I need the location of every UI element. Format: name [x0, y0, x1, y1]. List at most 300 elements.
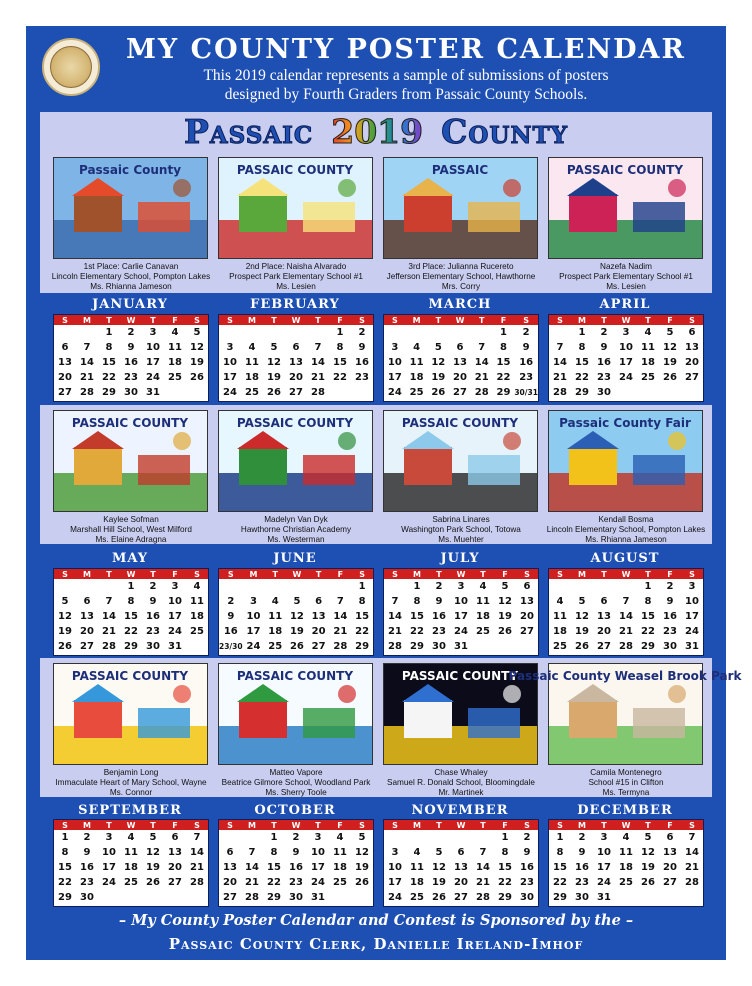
day-cell — [406, 830, 428, 845]
day-cell: 12 — [575, 611, 589, 622]
day-cell: 2 — [522, 327, 530, 338]
day-cell: 1 — [644, 581, 652, 592]
day-cell: 10 — [168, 596, 182, 607]
day-cell: 18 — [190, 611, 204, 622]
day-cell: 7 — [336, 596, 344, 607]
day-cell: 2 — [358, 327, 366, 338]
artist-school: Jefferson Elementary School, Hawthorne — [386, 272, 536, 281]
day-cell: 14 — [388, 611, 402, 622]
day-cell: 21 — [553, 372, 567, 383]
artist-teacher: Ms. Muehter — [438, 535, 484, 544]
day-cell: 15 — [102, 357, 116, 368]
day-cell: 22 — [124, 626, 138, 637]
weekday-label: T — [307, 820, 329, 830]
day-cell — [427, 325, 449, 340]
day-cell: 18 — [619, 862, 633, 873]
day-cell: 4 — [413, 342, 421, 353]
day-cell — [76, 325, 98, 340]
day-cell: 7 — [391, 596, 399, 607]
day-cell: 5 — [578, 596, 586, 607]
month-name: NOVEMBER — [411, 803, 509, 818]
day-cell: 28 — [619, 641, 633, 652]
month-calendar-11 — [383, 819, 539, 907]
day-cell: 10 — [311, 847, 325, 858]
day-cell: 3 — [226, 342, 234, 353]
day-cell: 29 — [58, 892, 72, 903]
day-cell: 6 — [83, 596, 91, 607]
weekday-label: F — [329, 315, 351, 325]
weekday-label: M — [571, 569, 593, 579]
day-cell — [637, 890, 659, 905]
day-cell: 30 — [146, 641, 160, 652]
weekday-label: T — [142, 820, 164, 830]
day-cell: 3 — [391, 342, 399, 353]
day-cell: 5 — [293, 596, 301, 607]
day-cell: 18 — [409, 372, 424, 383]
poster-caption-12 — [541, 768, 711, 798]
weekday-label: T — [471, 315, 493, 325]
day-cell: 2 — [600, 327, 608, 338]
poster-artwork-12 — [508, 663, 742, 765]
day-cell: 29 — [355, 641, 370, 652]
day-cell: 8 — [556, 847, 564, 858]
day-cell: 6 — [666, 832, 674, 843]
day-cell: 26 — [498, 626, 512, 637]
weekday-label: M — [241, 820, 263, 830]
day-cell: 27 — [80, 641, 94, 652]
day-cell: 1 — [336, 327, 344, 338]
day-cell: 17 — [311, 862, 325, 873]
day-cell: 5 — [358, 832, 366, 843]
day-cell: 25 — [268, 641, 283, 652]
day-cell: 18 — [245, 372, 259, 383]
poster — [26, 26, 742, 960]
weekday-label: W — [615, 315, 637, 325]
weekday-label: M — [76, 569, 98, 579]
artist-teacher: Ms. Westerman — [267, 535, 325, 544]
day-cell: 1 — [127, 581, 135, 592]
day-cell: 1 — [358, 581, 366, 592]
day-cell: 30 — [432, 641, 446, 652]
weekday-label: S — [54, 820, 76, 830]
day-cell — [351, 385, 373, 400]
day-cell: 6 — [456, 342, 464, 353]
artist-teacher: Mrs. Corry — [441, 282, 481, 291]
subtitle-line-2: designed by Fourth Graders from Passaic County Schools. — [224, 86, 588, 103]
day-cell: 29 — [498, 892, 512, 903]
sponsor-line: – My County Poster Calendar and Contest is Sponsored by the – — [118, 912, 634, 929]
weekday-label: S — [351, 820, 373, 830]
day-cell: 24 — [454, 626, 468, 637]
day-cell: 4 — [127, 832, 135, 843]
day-cell: 26 — [641, 877, 655, 888]
month-calendar-5 — [53, 568, 209, 656]
day-cell — [615, 385, 637, 400]
day-cell: 23 — [124, 372, 138, 383]
day-cell: 20 — [58, 372, 72, 383]
day-cell: 10 — [102, 847, 116, 858]
banner-year: 2019 — [331, 112, 424, 151]
day-cell: 27 — [223, 892, 237, 903]
day-cell: 28 — [476, 892, 490, 903]
day-cell: 31 — [597, 892, 611, 903]
day-cell: 27 — [168, 877, 182, 888]
day-cell: 13 — [311, 611, 326, 622]
day-cell: 4 — [413, 847, 421, 858]
day-cell — [186, 385, 208, 400]
day-cell: 18 — [124, 862, 138, 873]
weekday-label: F — [493, 315, 515, 325]
day-cell: 29 — [410, 641, 424, 652]
artist-name: Madelyn Van Dyk — [264, 515, 328, 524]
day-cell: 14 — [245, 862, 259, 873]
day-cell: 21 — [476, 877, 490, 888]
weekday-label: W — [449, 315, 471, 325]
day-cell: 14 — [685, 847, 699, 858]
day-cell: 26 — [663, 372, 677, 383]
day-cell: 23 — [597, 372, 611, 383]
poster-caption-1 — [46, 262, 216, 292]
day-cell — [186, 890, 208, 905]
day-cell: 7 — [622, 596, 630, 607]
day-cell: 18 — [268, 626, 283, 637]
day-cell — [681, 385, 703, 400]
day-cell — [98, 579, 120, 594]
day-cell: 20 — [597, 626, 611, 637]
month-name: AUGUST — [590, 551, 660, 566]
day-cell: 1 — [105, 327, 113, 338]
day-cell: 25 — [409, 387, 424, 398]
month-calendar-2 — [218, 314, 374, 402]
day-cell: 13 — [454, 862, 468, 873]
day-cell: 30 — [663, 641, 677, 652]
day-cell — [450, 830, 472, 845]
day-cell: 4 — [622, 832, 630, 843]
day-cell: 8 — [578, 342, 586, 353]
weekday-label: T — [637, 315, 659, 325]
day-cell: 6 — [315, 596, 323, 607]
day-cell: 25 — [410, 892, 424, 903]
day-cell: 2 — [523, 832, 531, 843]
day-cell: 19 — [190, 357, 204, 368]
day-cell: 30 — [575, 892, 589, 903]
weekday-label: S — [384, 315, 406, 325]
day-cell: 23 — [355, 372, 369, 383]
day-cell: 30 — [124, 387, 138, 398]
day-cell: 3 — [314, 832, 322, 843]
day-cell — [330, 579, 352, 594]
month-calendar-7 — [383, 568, 539, 656]
day-cell: 6 — [171, 832, 179, 843]
artist-school: Marshall Hill School, West Milford — [70, 525, 192, 534]
weekday-label: S — [516, 569, 538, 579]
weekday-label: W — [615, 569, 637, 579]
month-name: JULY — [440, 551, 480, 566]
day-cell: 1 — [413, 581, 421, 592]
weekday-label: T — [98, 315, 120, 325]
banner-word-passaic: Passaic — [183, 112, 314, 151]
artwork-text: PASSAIC — [431, 163, 489, 177]
day-cell: 28 — [685, 877, 699, 888]
day-cell: 3 — [622, 327, 630, 338]
day-cell: 2 — [127, 327, 135, 338]
artist-name: Kaylee Sofman — [103, 515, 159, 524]
day-cell: 13 — [168, 847, 182, 858]
day-cell: 12 — [267, 357, 281, 368]
poster-caption-5 — [46, 515, 216, 545]
weekday-label: T — [593, 315, 615, 325]
day-cell: 11 — [476, 596, 490, 607]
day-cell: 29 — [553, 892, 567, 903]
weekday-label: W — [285, 315, 307, 325]
day-cell: 15 — [58, 862, 72, 873]
month-calendar-3 — [383, 314, 539, 402]
artwork-text: Passaic County Weasel Brook Park — [508, 669, 742, 683]
day-cell — [164, 385, 186, 400]
day-cell: 12 — [663, 342, 677, 353]
poster-caption-2 — [211, 262, 381, 292]
day-cell: 11 — [168, 342, 182, 353]
day-cell: 16 — [432, 611, 446, 622]
day-cell: 31 — [685, 641, 699, 652]
day-cell: 2 — [292, 832, 300, 843]
day-cell: 9 — [149, 596, 157, 607]
day-cell: 3 — [688, 581, 696, 592]
day-cell: 3 — [600, 832, 608, 843]
day-cell: 9 — [435, 596, 443, 607]
artwork-text: PASSAIC COUNTY — [236, 416, 354, 430]
month-name: FEBRUARY — [250, 297, 340, 312]
day-cell — [384, 325, 406, 340]
day-cell: 23 — [663, 626, 677, 637]
day-cell: 30 — [520, 892, 534, 903]
day-cell: 6 — [292, 342, 300, 353]
day-cell: 3 — [391, 847, 399, 858]
weekday-label: S — [384, 820, 406, 830]
day-cell: 16 — [520, 862, 534, 873]
day-cell: 4 — [644, 327, 652, 338]
day-cell: 12 — [58, 611, 72, 622]
day-cell: 1 — [578, 327, 586, 338]
day-cell: 4 — [336, 832, 344, 843]
day-cell: 24 — [685, 626, 699, 637]
day-cell: 10 — [223, 357, 237, 368]
day-cell: 25 — [641, 372, 655, 383]
poster-title: MY COUNTY POSTER CALENDAR — [126, 34, 686, 65]
poster-caption-7 — [376, 515, 546, 545]
day-cell — [472, 830, 494, 845]
day-cell: 24 — [146, 372, 160, 383]
day-cell: 27 — [597, 641, 611, 652]
day-cell: 25 — [190, 626, 204, 637]
day-cell — [681, 890, 703, 905]
day-cell — [637, 385, 659, 400]
day-cell — [329, 890, 351, 905]
artist-name: 1st Place: Carlie Canavan — [83, 262, 179, 271]
weekday-label: T — [428, 820, 450, 830]
weekday-label: T — [637, 820, 659, 830]
day-cell: 21 — [388, 626, 402, 637]
day-cell: 11 — [641, 342, 655, 353]
artist-name: 3rd Place: Julianna Rucereto — [408, 262, 514, 271]
day-cell: 10 — [454, 596, 468, 607]
weekday-label: S — [351, 569, 373, 579]
day-cell: 26 — [575, 641, 589, 652]
artist-name: Kendall Bosma — [598, 515, 654, 524]
day-cell: 7 — [478, 342, 486, 353]
day-cell: 9 — [292, 847, 300, 858]
month-name: MAY — [111, 551, 149, 566]
weekday-label: W — [120, 569, 142, 579]
day-cell: 13 — [597, 611, 611, 622]
day-cell: 14 — [333, 611, 348, 622]
weekday-label: F — [659, 315, 681, 325]
poster-caption-8 — [541, 515, 711, 545]
artist-school: Prospect Park Elementary School #1 — [229, 272, 363, 281]
day-cell: 18 — [410, 877, 424, 888]
weekday-label: T — [98, 820, 120, 830]
month-calendar-4 — [548, 314, 704, 402]
artist-teacher: Ms. Connor — [109, 788, 153, 797]
day-cell: 31 — [311, 892, 325, 903]
day-cell — [219, 325, 241, 340]
month-calendar-8 — [548, 568, 704, 656]
day-cell: 19 — [355, 862, 369, 873]
day-cell: 28 — [190, 877, 204, 888]
day-cell: 4 — [556, 596, 564, 607]
artist-name: Sabrina Linares — [432, 515, 490, 524]
artist-teacher: Ms. Termyna — [602, 788, 650, 797]
weekday-label: T — [427, 315, 449, 325]
day-cell: 11 — [409, 357, 424, 368]
poster-subtitle — [96, 66, 716, 104]
day-cell: 1 — [499, 327, 507, 338]
month-name: APRIL — [599, 297, 651, 312]
artist-school: Immaculate Heart of Mary School, Wayne — [55, 778, 207, 787]
day-cell: 31 — [454, 641, 468, 652]
day-cell: 28 — [388, 641, 402, 652]
weekday-label: F — [164, 315, 186, 325]
artwork-text: PASSAIC COUNTY — [236, 669, 354, 683]
day-cell: 14 — [476, 862, 490, 873]
day-cell: 13 — [685, 342, 699, 353]
day-cell: 8 — [270, 847, 278, 858]
artwork-text: PASSAIC COUNTY — [566, 163, 684, 177]
day-cell: 7 — [83, 342, 91, 353]
day-cell: 29 — [575, 387, 589, 398]
day-cell: 17 — [685, 611, 699, 622]
day-cell: 18 — [476, 611, 490, 622]
day-cell: 11 — [268, 611, 283, 622]
day-cell: 29 — [641, 641, 655, 652]
poster-caption-6 — [211, 515, 381, 545]
day-cell: 27 — [311, 641, 326, 652]
day-cell: 7 — [479, 847, 487, 858]
day-cell: 27 — [289, 387, 303, 398]
day-cell: 22 — [58, 877, 72, 888]
day-cell: 16 — [124, 357, 138, 368]
day-cell: 7 — [688, 832, 696, 843]
day-cell: 22 — [496, 372, 511, 383]
day-cell: 7 — [193, 832, 201, 843]
day-cell — [659, 890, 681, 905]
day-cell: 8 — [501, 847, 509, 858]
month-name: JUNE — [273, 551, 317, 566]
weekday-label: S — [514, 315, 538, 325]
weekday-label: F — [494, 569, 516, 579]
day-cell: 6 — [600, 596, 608, 607]
weekday-label: W — [615, 820, 637, 830]
day-cell — [384, 830, 406, 845]
artist-name: Camila Montenegro — [590, 768, 662, 777]
day-cell: 5 — [501, 581, 509, 592]
day-cell: 22 — [333, 372, 347, 383]
weekday-label: W — [286, 569, 308, 579]
day-cell: 15 — [355, 611, 370, 622]
artist-school: Hawthorne Christian Academy — [240, 525, 352, 534]
day-cell: 26 — [58, 641, 72, 652]
day-cell: 31 — [146, 387, 160, 398]
weekday-label: T — [264, 569, 286, 579]
day-cell: 5 — [644, 832, 652, 843]
weekday-label: W — [450, 569, 472, 579]
day-cell: 23 — [146, 626, 160, 637]
day-cell: 2 — [227, 596, 235, 607]
day-cell: 15 — [333, 357, 347, 368]
day-cell: 24 — [223, 387, 237, 398]
weekday-label: M — [571, 315, 593, 325]
day-cell: 4 — [248, 342, 256, 353]
day-cell — [164, 890, 186, 905]
day-cell: 12 — [190, 342, 204, 353]
day-cell: 20 — [685, 357, 699, 368]
day-cell: 14 — [80, 357, 94, 368]
day-cell: 5 — [434, 342, 442, 353]
day-cell: 26 — [431, 387, 446, 398]
day-cell: 21 — [245, 877, 259, 888]
day-cell: 7 — [556, 342, 564, 353]
day-cell: 28 — [311, 387, 325, 398]
artwork-text: PASSAIC COUNTY — [236, 163, 354, 177]
day-cell — [615, 890, 637, 905]
artist-name: Benjamin Long — [103, 768, 159, 777]
day-cell: 9 — [522, 342, 530, 353]
day-cell: 19 — [663, 357, 677, 368]
weekday-label: S — [681, 820, 703, 830]
day-cell: 30/31 — [514, 388, 538, 397]
poster-caption-10 — [211, 768, 381, 798]
day-cell: 10 — [246, 611, 261, 622]
day-cell: 20 — [520, 611, 534, 622]
day-cell: 24 — [311, 877, 325, 888]
weekday-label: F — [494, 820, 516, 830]
day-cell: 23 — [289, 877, 303, 888]
day-cell: 11 — [619, 847, 633, 858]
day-cell: 17 — [102, 862, 116, 873]
day-cell: 18 — [553, 626, 567, 637]
day-cell: 3 — [171, 581, 179, 592]
poster-artwork-2 — [218, 157, 373, 259]
day-cell: 8 — [127, 596, 135, 607]
day-cell — [494, 639, 516, 654]
day-cell: 24 — [168, 626, 182, 637]
day-cell: 30 — [597, 387, 611, 398]
day-cell: 10 — [388, 862, 402, 873]
poster-artwork-9 — [53, 663, 208, 765]
day-cell: 26 — [190, 372, 204, 383]
day-cell: 19 — [432, 877, 446, 888]
day-cell: 30 — [289, 892, 303, 903]
